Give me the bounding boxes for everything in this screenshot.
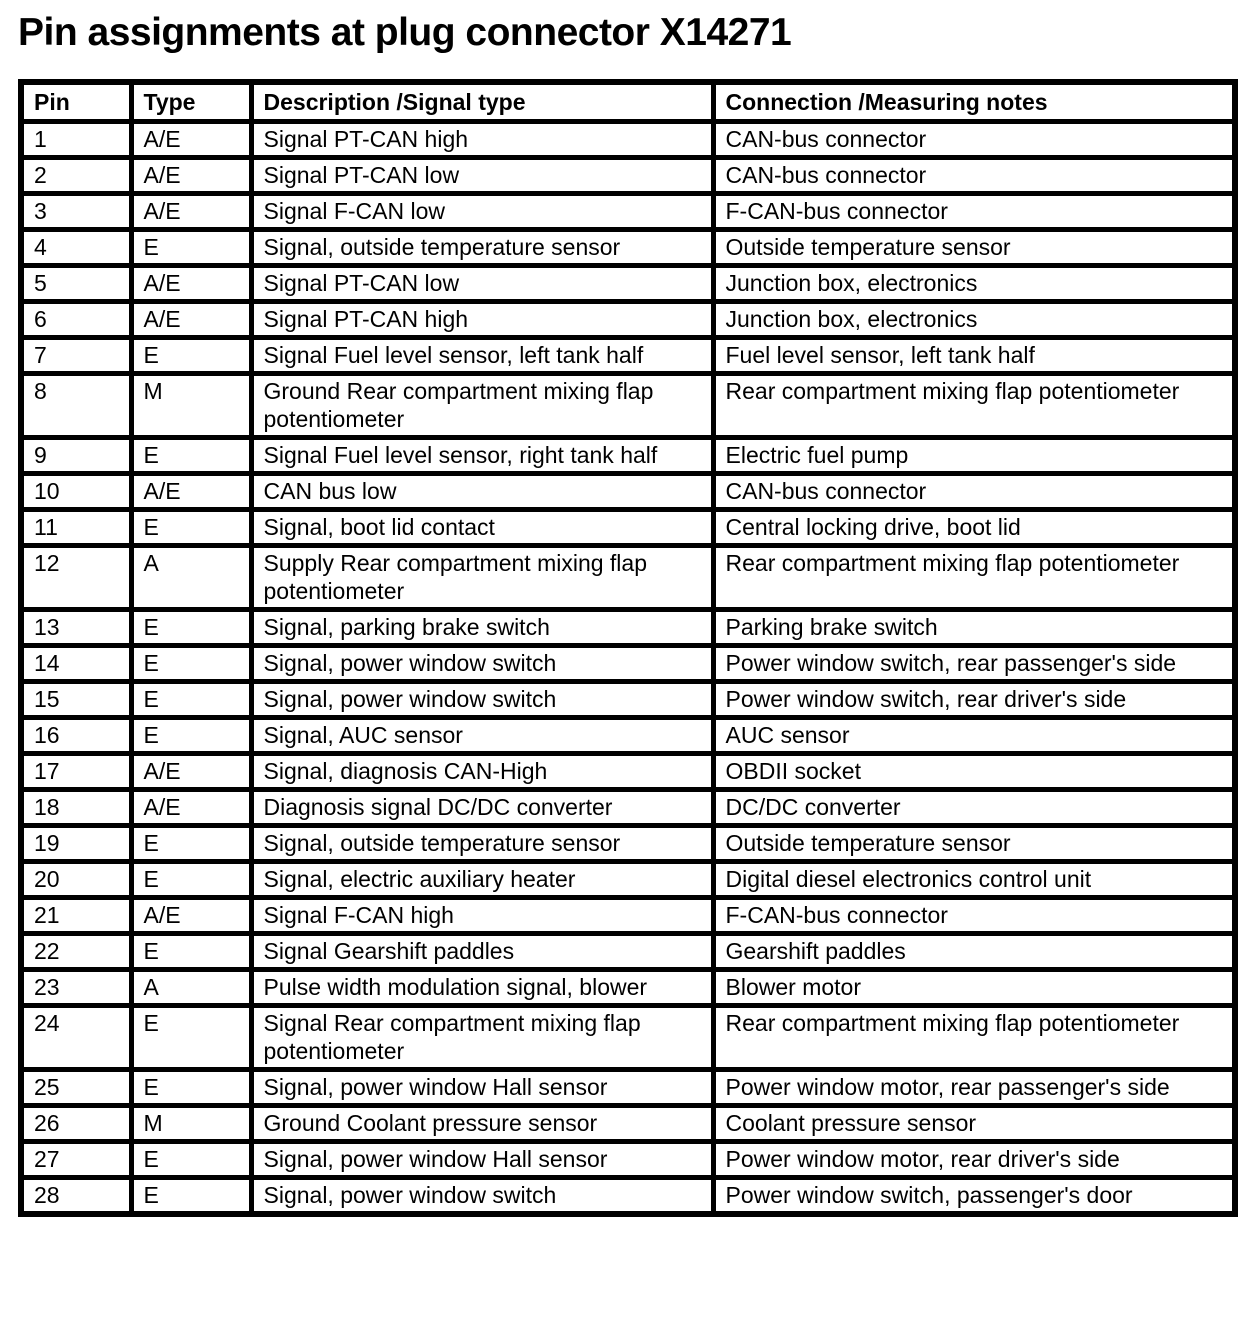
description-cell: Signal Fuel level sensor, left tank half — [251, 337, 713, 373]
description-cell: Signal Rear compartment mixing flap potentiometer — [251, 1005, 713, 1069]
description-cell: Signal, power window switch — [251, 681, 713, 717]
pin-cell: 24 — [21, 1005, 131, 1069]
description-cell: Signal PT-CAN high — [251, 121, 713, 157]
description-cell: Diagnosis signal DC/DC converter — [251, 789, 713, 825]
type-cell: A/E — [131, 157, 251, 193]
connection-cell: Power window motor, rear driver's side — [713, 1141, 1235, 1177]
pin-cell: 1 — [21, 121, 131, 157]
description-cell: Signal, power window switch — [251, 645, 713, 681]
description-cell: Pulse width modulation signal, blower — [251, 969, 713, 1005]
type-cell: A/E — [131, 753, 251, 789]
type-cell: E — [131, 609, 251, 645]
pin-cell: 11 — [21, 509, 131, 545]
connection-cell: Power window switch, rear passenger's side — [713, 645, 1235, 681]
connection-cell: Rear compartment mixing flap potentiometer — [713, 545, 1235, 609]
type-cell: E — [131, 717, 251, 753]
pin-table-body — [21, 121, 1235, 1214]
pin-assignment-table — [18, 79, 1238, 1217]
table-row — [21, 437, 1235, 473]
table-row — [21, 1005, 1235, 1069]
type-cell: E — [131, 337, 251, 373]
type-cell: A/E — [131, 301, 251, 337]
pin-cell: 8 — [21, 373, 131, 437]
pin-cell: 17 — [21, 753, 131, 789]
pin-cell: 2 — [21, 157, 131, 193]
table-row — [21, 473, 1235, 509]
pin-cell: 9 — [21, 437, 131, 473]
connection-cell: AUC sensor — [713, 717, 1235, 753]
type-cell: E — [131, 645, 251, 681]
table-row — [21, 265, 1235, 301]
connection-cell: Coolant pressure sensor — [713, 1105, 1235, 1141]
pin-cell: 14 — [21, 645, 131, 681]
description-cell: Signal PT-CAN high — [251, 301, 713, 337]
table-row — [21, 337, 1235, 373]
type-cell: E — [131, 1005, 251, 1069]
connection-cell: OBDII socket — [713, 753, 1235, 789]
table-row — [21, 969, 1235, 1005]
table-row — [21, 373, 1235, 437]
table-row — [21, 753, 1235, 789]
pin-cell: 16 — [21, 717, 131, 753]
table-row — [21, 825, 1235, 861]
pin-cell: 5 — [21, 265, 131, 301]
description-cell: Signal F-CAN high — [251, 897, 713, 933]
description-cell: Signal PT-CAN low — [251, 265, 713, 301]
pin-cell: 12 — [21, 545, 131, 609]
description-cell: Signal, power window Hall sensor — [251, 1141, 713, 1177]
pin-cell: 22 — [21, 933, 131, 969]
pin-cell: 6 — [21, 301, 131, 337]
connection-cell: DC/DC converter — [713, 789, 1235, 825]
table-header-row — [21, 82, 1235, 122]
connection-cell: Gearshift paddles — [713, 933, 1235, 969]
description-cell: Signal F-CAN low — [251, 193, 713, 229]
table-row — [21, 1105, 1235, 1141]
type-cell: A/E — [131, 265, 251, 301]
table-row — [21, 545, 1235, 609]
type-cell: M — [131, 373, 251, 437]
type-cell: E — [131, 229, 251, 265]
description-cell: Signal, power window Hall sensor — [251, 1069, 713, 1105]
table-row — [21, 1141, 1235, 1177]
connection-cell: CAN-bus connector — [713, 121, 1235, 157]
connection-cell: Digital diesel electronics control unit — [713, 861, 1235, 897]
table-row — [21, 717, 1235, 753]
pin-cell: 28 — [21, 1177, 131, 1214]
description-cell: Signal, power window switch — [251, 1177, 713, 1214]
connection-cell: F-CAN-bus connector — [713, 193, 1235, 229]
pin-cell: 23 — [21, 969, 131, 1005]
connection-cell: CAN-bus connector — [713, 157, 1235, 193]
pin-cell: 21 — [21, 897, 131, 933]
pin-cell: 19 — [21, 825, 131, 861]
connection-cell: Central locking drive, boot lid — [713, 509, 1235, 545]
type-cell: E — [131, 933, 251, 969]
table-row — [21, 645, 1235, 681]
table-row — [21, 301, 1235, 337]
type-cell: A — [131, 545, 251, 609]
description-cell: Signal, electric auxiliary heater — [251, 861, 713, 897]
connection-cell: Power window motor, rear passenger's side — [713, 1069, 1235, 1105]
type-cell: A — [131, 969, 251, 1005]
table-row — [21, 681, 1235, 717]
table-row — [21, 789, 1235, 825]
connection-cell: Junction box, electronics — [713, 265, 1235, 301]
pin-cell: 25 — [21, 1069, 131, 1105]
table-row — [21, 861, 1235, 897]
type-cell: E — [131, 861, 251, 897]
description-cell: Signal Gearshift paddles — [251, 933, 713, 969]
type-cell: A/E — [131, 121, 251, 157]
pin-cell: 27 — [21, 1141, 131, 1177]
table-row — [21, 1177, 1235, 1214]
type-cell: E — [131, 1141, 251, 1177]
type-cell: E — [131, 509, 251, 545]
description-cell: Supply Rear compartment mixing flap potentiometer — [251, 545, 713, 609]
type-cell: A/E — [131, 193, 251, 229]
pin-cell: 26 — [21, 1105, 131, 1141]
type-cell: M — [131, 1105, 251, 1141]
header-type: Type — [131, 82, 251, 122]
table-row — [21, 509, 1235, 545]
table-row — [21, 157, 1235, 193]
description-cell: Signal Fuel level sensor, right tank half — [251, 437, 713, 473]
type-cell: E — [131, 825, 251, 861]
table-row — [21, 1069, 1235, 1105]
description-cell: CAN bus low — [251, 473, 713, 509]
connection-cell: F-CAN-bus connector — [713, 897, 1235, 933]
description-cell: Signal, parking brake switch — [251, 609, 713, 645]
pin-cell: 10 — [21, 473, 131, 509]
pin-cell: 13 — [21, 609, 131, 645]
type-cell: E — [131, 681, 251, 717]
connection-cell: CAN-bus connector — [713, 473, 1235, 509]
pin-cell: 7 — [21, 337, 131, 373]
connection-cell: Power window switch, rear driver's side — [713, 681, 1235, 717]
connection-cell: Outside temperature sensor — [713, 825, 1235, 861]
type-cell: A/E — [131, 473, 251, 509]
connection-cell: Electric fuel pump — [713, 437, 1235, 473]
table-row — [21, 193, 1235, 229]
pin-cell: 18 — [21, 789, 131, 825]
header-description: Description /Signal type — [251, 82, 713, 122]
connection-cell: Rear compartment mixing flap potentiometer — [713, 373, 1235, 437]
connection-cell: Parking brake switch — [713, 609, 1235, 645]
connection-cell: Rear compartment mixing flap potentiometer — [713, 1005, 1235, 1069]
table-row — [21, 609, 1235, 645]
description-cell: Signal, outside temperature sensor — [251, 229, 713, 265]
type-cell: E — [131, 1069, 251, 1105]
description-cell: Signal PT-CAN low — [251, 157, 713, 193]
type-cell: E — [131, 437, 251, 473]
page-title: Pin assignments at plug connector X14271 — [18, 11, 792, 54]
pin-cell: 15 — [21, 681, 131, 717]
header-pin: Pin — [21, 82, 131, 122]
table-row — [21, 121, 1235, 157]
pin-cell: 20 — [21, 861, 131, 897]
pin-cell: 3 — [21, 193, 131, 229]
pin-cell: 4 — [21, 229, 131, 265]
description-cell: Signal, diagnosis CAN-High — [251, 753, 713, 789]
table-row — [21, 933, 1235, 969]
description-cell: Signal, boot lid contact — [251, 509, 713, 545]
connection-cell: Power window switch, passenger's door — [713, 1177, 1235, 1214]
description-cell: Signal, outside temperature sensor — [251, 825, 713, 861]
type-cell: A/E — [131, 897, 251, 933]
description-cell: Ground Rear compartment mixing flap potentiometer — [251, 373, 713, 437]
connection-cell: Blower motor — [713, 969, 1235, 1005]
type-cell: A/E — [131, 789, 251, 825]
table-row — [21, 897, 1235, 933]
connection-cell: Fuel level sensor, left tank half — [713, 337, 1235, 373]
type-cell: E — [131, 1177, 251, 1214]
connection-cell: Junction box, electronics — [713, 301, 1235, 337]
table-row — [21, 229, 1235, 265]
connection-cell: Outside temperature sensor — [713, 229, 1235, 265]
description-cell: Signal, AUC sensor — [251, 717, 713, 753]
description-cell: Ground Coolant pressure sensor — [251, 1105, 713, 1141]
header-connection: Connection /Measuring notes — [713, 82, 1235, 122]
